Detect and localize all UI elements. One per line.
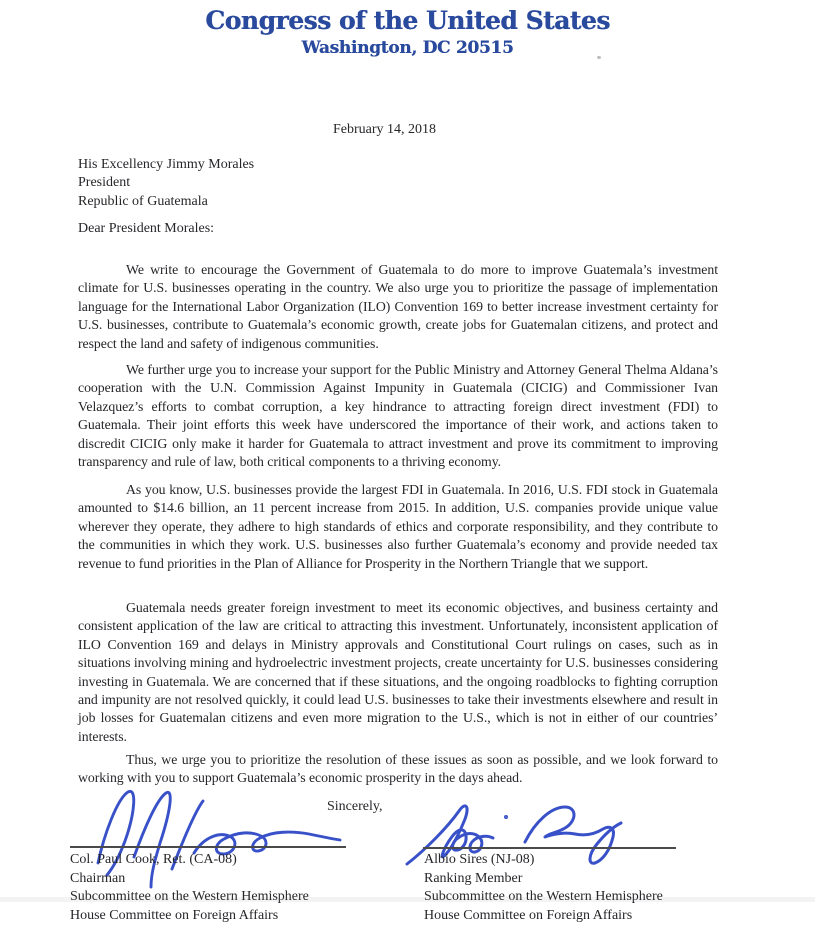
signer-title: Ranking Member bbox=[424, 870, 523, 886]
letterhead-address: Washington, DC 20515 bbox=[301, 38, 514, 58]
body-paragraph-5: Thus, we urge you to prioritize the resolution of these issues as soon as possible, and we look forward to working with you to support Guatemala’s economic prosperity in the days ahead. bbox=[78, 752, 718, 786]
letter-date: February 14, 2018 bbox=[333, 122, 437, 137]
body-paragraph-3: As you know, U.S. businesses provide the largest FDI in Guatemala. In 2016, U.S. FDI stock in Guatemala amounted to $14.6 billion, an 11 percent increase from 2015. In addition, U.S. companies provide unique value wherever they operate, they adhere to high standards of ethics and corporate responsibility, and they contribute to the communities in which they work. U.S. businesses also further Guatemala’s economy and provide needed tax revenue to fund priorities in the Plan of Alliance for Prosperity in the Northern Triangle that we support. bbox=[78, 482, 718, 571]
recipient-title: President bbox=[78, 175, 131, 191]
signer-block-left bbox=[70, 851, 309, 925]
scan-speck bbox=[597, 56, 601, 59]
body-paragraph-1: We write to encourage the Government of Guatemala to do more to improve Guatemala’s investment climate for U.S. businesses operating in the country. We also urge you to prioritize the passage of implementation language for the International Labor Organization (ILO) Convention 169 to better increase investment certainty for U.S. businesses, contribute to Guatemala’s economic growth, create jobs for Guatemalan citizens, and protect and respect the land and safety of indigenous communities. bbox=[78, 262, 718, 351]
letterhead bbox=[0, 5, 815, 59]
signer-committee: House Committee on Foreign Affairs bbox=[70, 907, 279, 923]
signer-name: Col. Paul Cook, Ret. (CA-08) bbox=[70, 852, 237, 867]
recipient-block bbox=[78, 156, 254, 211]
recipient-name: His Excellency Jimmy Morales bbox=[78, 157, 255, 172]
scan-artifact-band bbox=[0, 897, 815, 902]
salutation: Dear President Morales: bbox=[78, 221, 215, 236]
signer-name: Albio Sires (NJ-08) bbox=[424, 852, 535, 867]
closing-sincerely: Sincerely, bbox=[327, 799, 383, 814]
signature-line-left bbox=[70, 846, 346, 848]
signature-line-right bbox=[423, 847, 676, 849]
signer-subcommittee: Subcommittee on the Western Hemisphere bbox=[424, 889, 663, 904]
signer-subcommittee: Subcommittee on the Western Hemisphere bbox=[70, 889, 309, 904]
letterhead-title: Congress of the United States bbox=[205, 6, 610, 35]
signer-committee: House Committee on Foreign Affairs bbox=[424, 907, 633, 923]
signer-title: Chairman bbox=[70, 870, 126, 886]
recipient-country: Republic of Guatemala bbox=[78, 193, 208, 209]
body-paragraph-4: Guatemala needs greater foreign investment to meet its economic objectives, and business certainty and consistent application of the law are critical to attracting this investment. Unfortunately, inconsistent application of ILO Convention 169 and delays in Ministry approvals and Constitutional Court rulings on cases, such as in situations involving mining and hydroelectric investment projects, create uncertainty for U.S. businesses considering investing in Guatemala. We are concerned that if these situations, and the ongoing roadblocks to fighting corruption and impunity are not resolved quickly, it could lead U.S. businesses to take their investments elsewhere and result in job losses for Guatemalan citizens and even more migration to the U.S., which is not in either of our countries’ interests. bbox=[78, 600, 718, 744]
signer-block-right bbox=[424, 851, 663, 925]
body-paragraph-2: We further urge you to increase your support for the Public Ministry and Attorney General Thelma Aldana’s cooperation with the U.N. Commission Against Impunity in Guatemala (CICIG) and Commissioner Ivan Velazquez’s efforts to combat corruption, a key hindrance to attracting foreign direct investment (FDI) to Guatemala. Their joint efforts this week have underscored the importance of their work, and actions taken to discredit CICIG only make it harder for Guatemala to attract investment and prove its commitment to improving transparency and rule of law, both critical components to a thriving economy. bbox=[78, 362, 718, 470]
